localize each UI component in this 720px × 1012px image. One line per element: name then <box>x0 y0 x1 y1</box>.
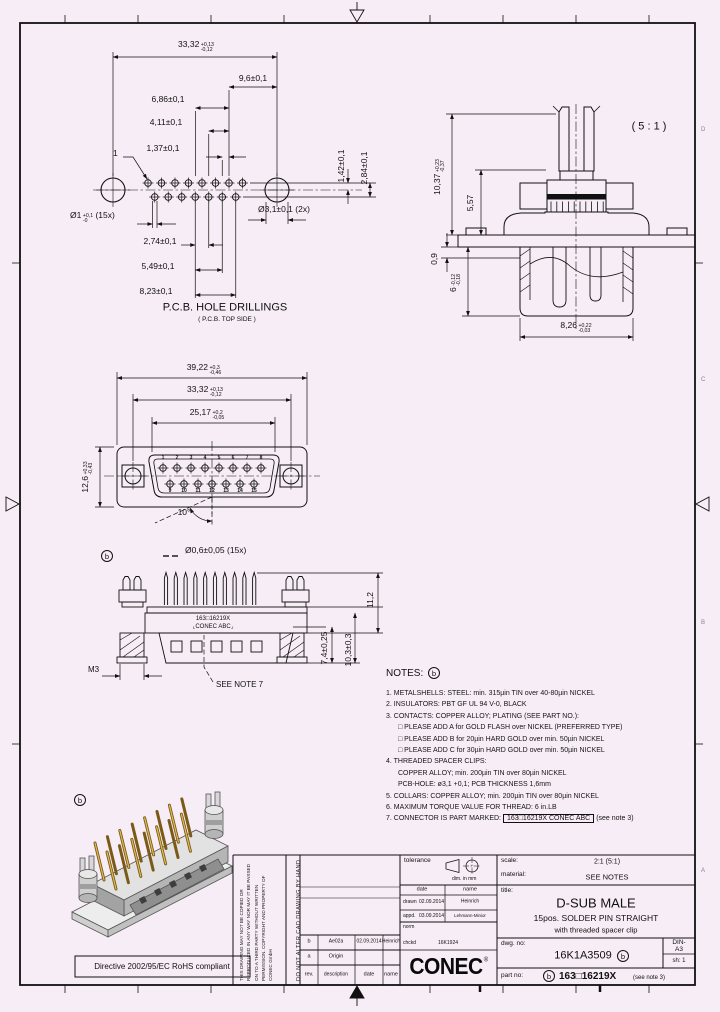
material-label: material: <box>501 871 526 878</box>
note-item: □ PLEASE ADD C for 30µin HARD GOLD over min. 50µin NICKEL <box>398 747 605 754</box>
scale-label: scale: <box>501 857 518 864</box>
projection-symbol-icon <box>446 857 481 875</box>
notes-heading: NOTES: <box>386 668 424 679</box>
copyright-notice-vertical: THIS DRAWING MAY NOT BE COPIED OR REPRODUCED IN ANY WAY NOR MAY IT BE PASSED ON TO A THIRD PARTY WITHOUT WRITTEN PERMISSION. COPYRIGHT AND PROPERTY OF CONEC GmbH <box>239 864 274 981</box>
pcb-view-title: P.C.B. HOLE DRILLINGS <box>162 301 288 314</box>
pin-number: 3 <box>189 455 193 461</box>
format-label-line2: A3 <box>675 945 683 953</box>
detail-view-linework <box>441 104 695 341</box>
note-item: 5. COLLARS: COPPER ALLOY; min. 200µin TIN over 80µin NICKEL <box>386 793 599 800</box>
norm-ref-value: 16K1924 <box>438 940 459 946</box>
drawing-title-line1: D-SUB MALE <box>556 895 636 911</box>
note-item-7: 7. CONNECTOR IS PART MARKED: 163□16219X CONEC ABC (see note 3) <box>386 815 634 822</box>
detail-dim-557: 5,57 <box>464 194 475 212</box>
note-item: PCB-HOLE: ø3,1 +0,1; PCB THICKNESS 1,6mm <box>398 781 551 788</box>
grid-letter-d: D <box>701 127 706 133</box>
side-dim-112: 11,2 <box>364 592 375 608</box>
pin-number: 12 <box>209 488 215 494</box>
appd-date: 03.09.2014 <box>419 913 445 919</box>
pcb-dim-686: 6,86±0,1 <box>151 93 185 104</box>
side-thread-label: M3 <box>88 665 100 674</box>
pin-number: 15 <box>251 488 257 494</box>
pcb-dim-96: 9,6±0,1 <box>238 72 268 83</box>
pcb-pin1-reference: 1 <box>113 148 118 158</box>
iso-revision-balloon: b <box>74 794 86 806</box>
front-dim-angle: 10° <box>177 506 191 517</box>
pin-number: 14 <box>237 488 243 494</box>
rev-row-a-desc: Origin <box>328 953 344 960</box>
pcb-dim-137: 1,37±0,1 <box>146 142 180 153</box>
pin-number: 6 <box>231 455 235 461</box>
dwg-no-label: dwg. no: <box>501 940 526 947</box>
side-view-linework <box>102 573 383 683</box>
rev-row-b-date: 02.09.2014 <box>356 938 382 945</box>
norm-label: norm <box>403 924 415 930</box>
front-dim-3332: 33,32 +0,13 -0,12 <box>187 384 223 399</box>
pin-number: 7 <box>245 455 249 461</box>
note-item: 4. THREADED SPACER CLIPS: <box>386 758 487 765</box>
norm-ref-label: chckd <box>403 940 417 946</box>
drawn-name: Heinrich <box>460 898 480 905</box>
rev-row-a-rev: a <box>307 953 311 960</box>
drawn-date: 02.09.2014 <box>419 899 445 905</box>
note-item: □ PLEASE ADD A for GOLD FLASH over NICKEL (PREFERRED TYPE) <box>398 724 623 731</box>
pin-number: 8 <box>259 455 263 461</box>
pcb-dim-823: 8,23±0,1 <box>139 285 173 296</box>
rev-header-rev: rev. <box>304 971 314 978</box>
front-dim-126: 12,6 +0,33 -0,43 <box>80 461 95 493</box>
pin-number: 1 <box>161 455 165 461</box>
drawn-label: drawn <box>403 899 417 905</box>
dim-in-mm-label: dim. in mm <box>452 876 477 882</box>
rev-row-b-rev: b <box>307 938 311 945</box>
rev-row-b-name: Heinrich <box>381 938 401 945</box>
part-no-value: 163□16219X <box>559 971 617 982</box>
note-item: 3. CONTACTS: COPPER ALLOY; PLATING (SEE PART NO.): <box>386 713 579 720</box>
pin-number: 11 <box>195 488 201 494</box>
rev-header-name: name <box>384 971 398 978</box>
name-column-header: name <box>463 886 477 893</box>
appd-name: Lehmann-Minior <box>454 912 486 918</box>
notes-revision-balloon: b <box>428 667 440 679</box>
rohs-compliance-label: Directive 2002/95/EC RoHS compliant <box>94 962 230 971</box>
title-label: title: <box>501 887 513 894</box>
pcb-view-subtitle: ( P.C.B. TOP SIDE ) <box>198 315 256 323</box>
side-marking-brand: ⌞CONEC ABC⌟ <box>192 624 234 630</box>
conec-logo: CONEC ® <box>409 953 488 979</box>
pin-number: 5 <box>217 455 221 461</box>
front-view-linework <box>95 372 320 556</box>
note-item: □ PLEASE ADD B for 20µin HARD GOLD over min. 50µin NICKEL <box>398 736 605 743</box>
pcb-dim-411: 4,11±0,1 <box>149 116 183 127</box>
rev-header-desc: description <box>323 971 349 978</box>
pcb-dim-width-3332: 33,32 +0,13 -0,12 <box>178 39 214 54</box>
scale-value: 2:1 (5:1) <box>593 858 621 866</box>
side-note7-reference: SEE NOTE 7 <box>216 680 264 689</box>
side-dim-74: 7,4±0,25 <box>318 631 329 665</box>
pcb-dim-549: 5,49±0,1 <box>141 260 175 271</box>
detail-dim-6: 6 -0,12 -0,18 <box>448 273 463 293</box>
pcb-dim-hole-dia: Ø1 +0,1 -0 (15x) <box>70 210 115 225</box>
no-alter-notice-vertical: DO NOT ALTER CAD DRAWING BY HAND <box>296 859 302 981</box>
note-item: 6. MAXIMUM TORQUE VALUE FOR THREAD: 6 in.LB <box>386 804 557 811</box>
grid-letter-b: B <box>701 620 706 626</box>
detail-dim-09: 0,9 <box>428 253 439 265</box>
note-item: 1. METALSHELLS: STEEL: min. 315µin TIN over 40-80µin NICKEL <box>386 690 595 697</box>
front-dim-2517: 25,17 +0,2 -0,05 <box>189 407 225 422</box>
detail-dim-826: 8,26 +0,22 -0,03 <box>560 320 592 335</box>
pcb-dim-274: 2,74±0,1 <box>143 235 177 246</box>
sheet-label: sh: 1 <box>672 958 686 964</box>
note-item: COPPER ALLOY; min. 200µin TIN over 80µin NICKEL <box>398 770 567 777</box>
front-dim-3922: 39,22 +0,3 -0,46 <box>186 362 222 377</box>
front-dim-pin-dia: Ø0,6±0,05 (15x) <box>185 545 247 555</box>
pcb-dim-142: 1,42±0,1 <box>335 149 346 183</box>
detail-scale-label: ( 5 : 1 ) <box>631 120 667 133</box>
front-revision-balloon: b <box>101 550 113 562</box>
material-value: SEE NOTES <box>585 872 629 882</box>
pin-number: 4 <box>203 455 207 461</box>
tolerance-label: tolerance <box>404 857 431 864</box>
dwg-no-value: 16K1A3509 <box>554 949 612 962</box>
part-no-label: part no: <box>501 972 524 979</box>
isometric-view <box>72 792 232 937</box>
appd-label: appd. <box>403 913 416 919</box>
pin-number: 13 <box>223 488 229 494</box>
rev-row-b-desc: Ae02a <box>328 938 344 945</box>
rev-header-date: date <box>363 971 375 978</box>
grid-letter-c: C <box>701 377 706 383</box>
drawing-title-line2: 15pos. SOLDER PIN STRAIGHT <box>533 912 659 923</box>
drawing-title-line3: with threaded spacer clip <box>554 925 638 935</box>
format-label-line1: DIN- <box>672 938 686 946</box>
part-no-suffix: (see note 3) <box>633 975 666 981</box>
pin-number: 9 <box>168 488 172 494</box>
note7-marking-box: 163□16219X CONEC ABC <box>503 814 594 823</box>
side-dim-103: 10,3±0,3 <box>342 633 353 667</box>
date-column-header: date <box>416 886 428 893</box>
grid-letter-a: A <box>701 868 706 874</box>
side-marking-partno: 163□16219X <box>195 616 231 622</box>
pcb-dim-284: 2,84±0,1 <box>358 151 369 185</box>
pcb-view-linework <box>93 52 376 298</box>
pin-number: 10 <box>181 488 187 494</box>
pin-number: 2 <box>175 455 179 461</box>
part-revision-balloon: b <box>543 970 555 982</box>
detail-dim-1037: 10,37 +0,23 -0,37 <box>432 159 447 195</box>
pcb-dim-bighole-dia: Ø3,1±0,1 (2x) <box>258 204 310 214</box>
note-item: 2. INSULATORS: PBT GF UL 94 V-0, BLACK <box>386 701 527 708</box>
dwg-revision-balloon: b <box>617 950 629 962</box>
